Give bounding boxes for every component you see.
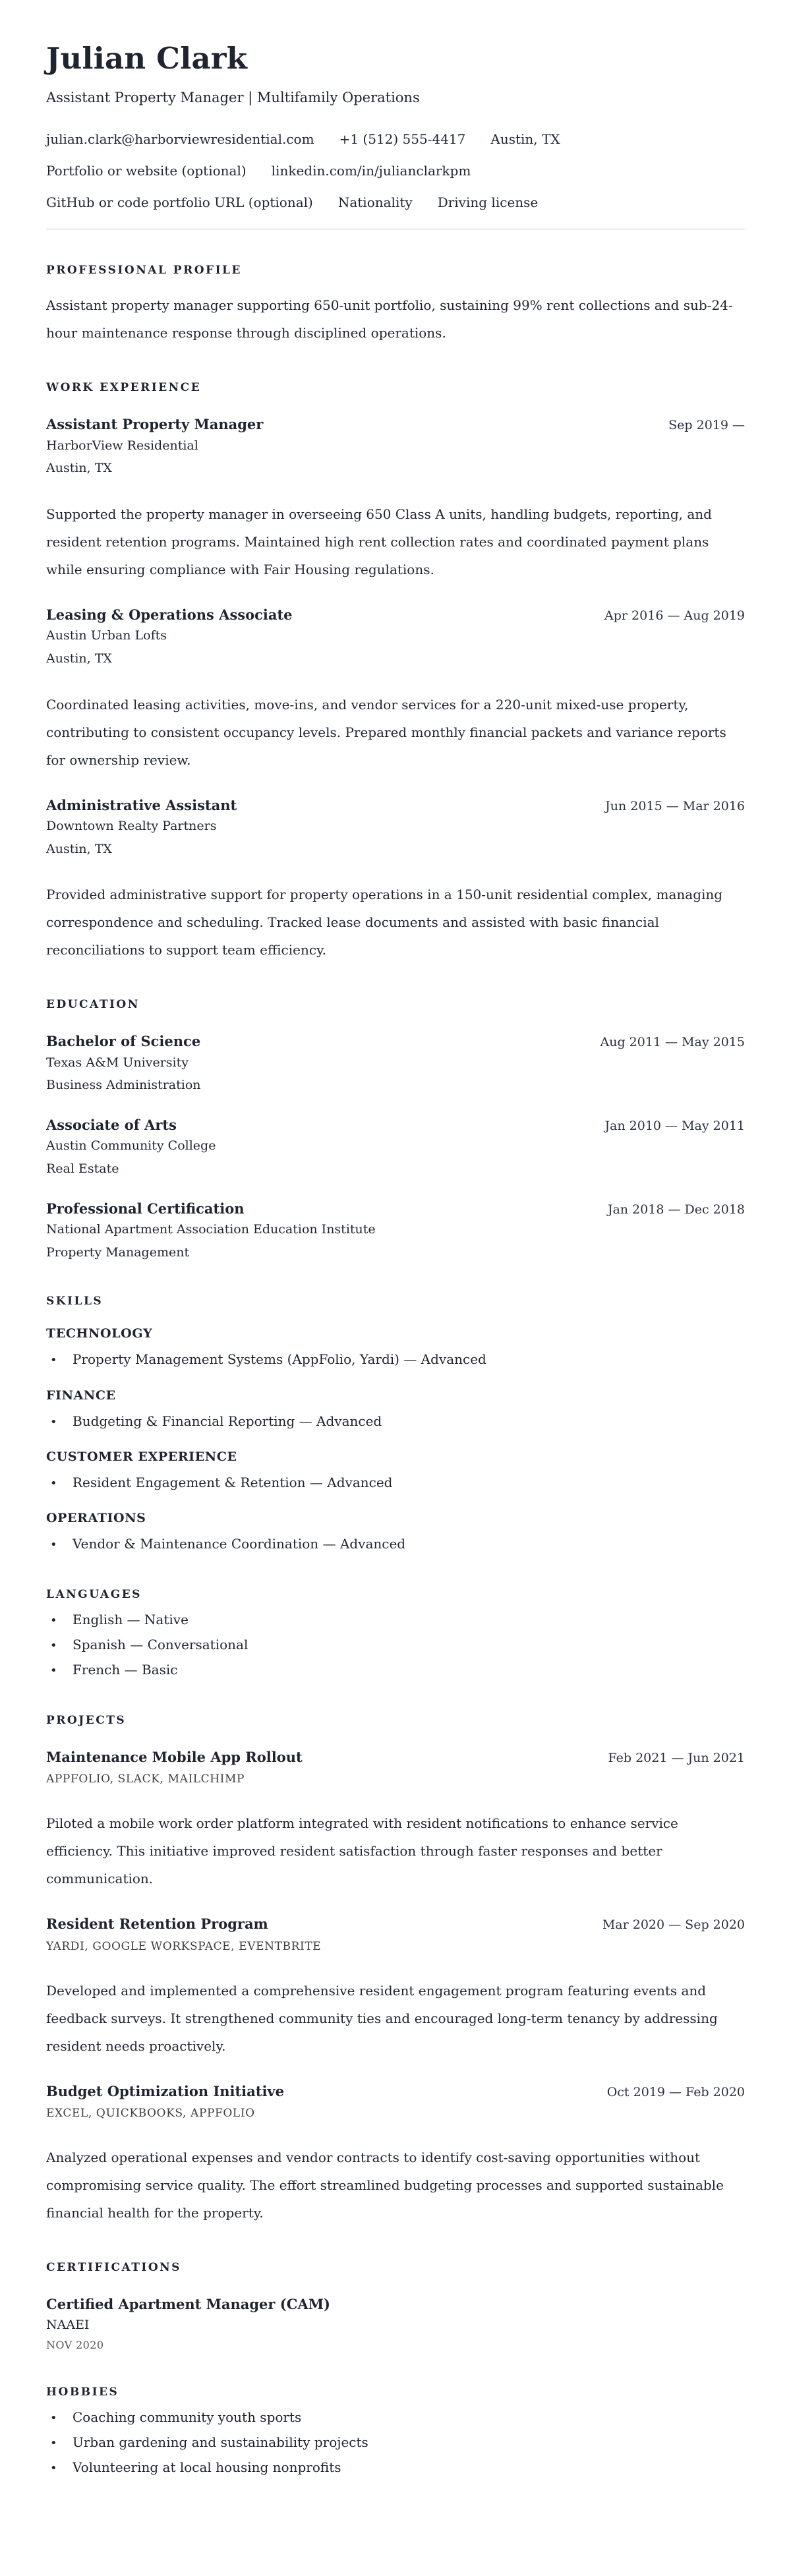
- section-heading: HOBBIES: [46, 2385, 119, 2399]
- skill-item: [50, 1350, 745, 1369]
- education-entry: [46, 1200, 745, 1261]
- job-entry-head: [46, 415, 745, 433]
- education-dates: Jan 2010 — May 2011: [604, 1119, 745, 1134]
- skills-category-title: OPERATIONS: [46, 1510, 146, 1525]
- field-of-study: Real Estate: [46, 1161, 119, 1177]
- job-location: Austin, TX: [46, 841, 112, 856]
- skill-text: Property Management Systems (AppFolio, Yardi) — Advanced: [73, 1351, 486, 1368]
- section-heading: PROJECTS: [46, 1714, 127, 1728]
- bullet-marker: [50, 1610, 73, 1629]
- hobby-text: Urban gardening and sustainability projects: [73, 2434, 368, 2451]
- profile-summary: Assistant property manager supporting 650-unit portfolio, sustaining 99% rent collections and sub-24-hour maintenance response through disciplined operations.: [46, 297, 733, 341]
- job-company: HarborView Residential: [46, 438, 198, 453]
- skills-category-title: FINANCE: [46, 1388, 116, 1403]
- job-dates: Jun 2015 — Mar 2016: [605, 798, 745, 813]
- contact-portfolio-placeholder: Portfolio or website (optional): [46, 163, 247, 179]
- bullet-marker: [50, 1660, 73, 1680]
- education-entry-head: [46, 1200, 745, 1217]
- section-hobbies: [46, 2386, 745, 2477]
- field-of-study: Property Management: [46, 1244, 190, 1260]
- degree-title: Bachelor of Science: [46, 1033, 201, 1050]
- project-title: Budget Optimization Initiative: [46, 2082, 284, 2099]
- project-dates: Oct 2019 — Feb 2020: [606, 2084, 745, 2099]
- education-dates: Aug 2011 — May 2015: [600, 1035, 745, 1050]
- section-languages: [46, 1588, 745, 1680]
- certification-entry: [46, 2295, 745, 2351]
- job-entry: [46, 606, 745, 774]
- education-entry-head: [46, 1032, 745, 1050]
- bullet-marker: [50, 2433, 73, 2452]
- section-heading: EDUCATION: [46, 998, 140, 1012]
- contact-driving-license-placeholder: Driving license: [437, 194, 539, 211]
- project-dates: Mar 2020 — Sep 2020: [602, 1917, 745, 1933]
- language-text: French — Basic: [73, 1661, 178, 1678]
- project-stack: APPFOLIO, SLACK, MAILCHIMP: [46, 1772, 245, 1786]
- skills-list: [46, 1350, 745, 1369]
- hobby-item: [50, 2458, 745, 2477]
- certification-date: NOV 2020: [46, 2338, 104, 2351]
- skill-text: Resident Engagement & Retention — Advanced: [73, 1474, 393, 1490]
- job-title: Administrative Assistant: [46, 796, 237, 813]
- project-entry-head: [46, 2082, 745, 2100]
- field-of-study: Business Administration: [46, 1078, 201, 1093]
- contact-row: [46, 194, 745, 210]
- education-dates: Jan 2018 — Dec 2018: [607, 1202, 745, 1217]
- hobby-text: Coaching community youth sports: [73, 2409, 302, 2425]
- project-entry-head: [46, 1748, 745, 1766]
- section-work-experience: [46, 381, 745, 964]
- skill-text: Vendor & Maintenance Coordination — Advanced: [73, 1535, 406, 1552]
- contact-linkedin: linkedin.com/in/julianclarkpm: [271, 163, 471, 179]
- language-text: English — Native: [73, 1611, 189, 1627]
- contact-location: Austin, TX: [490, 131, 560, 148]
- language-item: [50, 1635, 745, 1654]
- institution: National Apartment Association Education Institute: [46, 1222, 376, 1237]
- skills-category-title: CUSTOMER EXPERIENCE: [46, 1449, 237, 1464]
- project-entry: [46, 1748, 745, 1892]
- languages-list: [46, 1610, 745, 1680]
- bullet-marker: [50, 1350, 73, 1369]
- section-heading: PROFESSIONAL PROFILE: [46, 264, 242, 278]
- hobbies-list: [46, 2408, 745, 2477]
- job-entry-head: [46, 796, 745, 814]
- certification-issuer: NAAEI: [46, 2318, 90, 2333]
- project-title: Maintenance Mobile App Rollout: [46, 1749, 303, 1766]
- tagline: Assistant Property Manager | Multifamily Operations: [46, 90, 420, 105]
- bullet-marker: [50, 2408, 73, 2427]
- job-dates: Sep 2019 —: [668, 418, 745, 433]
- job-description: Supported the property manager in overseeing 650 Class A units, handling budgets, reporting, and resident retention programs. Maintained high rent collection rates and coordinated payment plans while ensuring compliance with Fair Housing regulations.: [46, 506, 712, 578]
- resume-header: [46, 41, 745, 229]
- section-education: [46, 998, 745, 1260]
- job-description: Coordinated leasing activities, move-ins, and vendor services for a 220-unit mixed-use property, contributing to consistent occupancy levels. Prepared monthly financial packets and variance reports for ownership review.: [46, 696, 726, 768]
- degree-title: Professional Certification: [46, 1200, 245, 1217]
- section-professional-profile: [46, 264, 745, 347]
- project-description: Developed and implemented a comprehensive resident engagement program featuring events and feedback surveys. It strengthened community ties and encouraged long-term tenancy by addressing resident needs proactively.: [46, 1982, 718, 2054]
- job-entry-head: [46, 606, 745, 624]
- contact-github-placeholder: GitHub or code portfolio URL (optional): [46, 194, 313, 211]
- education-entry: [46, 1032, 745, 1094]
- project-entry-head: [46, 1915, 745, 1933]
- project-entry: [46, 1915, 745, 2059]
- candidate-name: Julian Clark: [46, 41, 248, 76]
- contact-row: [46, 131, 745, 147]
- hobby-item: [50, 2433, 745, 2452]
- project-description: Piloted a mobile work order platform integrated with resident notifications to enhance service efficiency. This initiative improved resident satisfaction through faster responses and better communication.: [46, 1815, 678, 1887]
- contact-row: [46, 163, 745, 179]
- job-entry: [46, 796, 745, 964]
- skills-list: [46, 1473, 745, 1492]
- section-heading: SKILLS: [46, 1295, 103, 1308]
- project-dates: Feb 2021 — Jun 2021: [608, 1751, 745, 1766]
- certification-name: Certified Apartment Manager (CAM): [46, 2295, 330, 2312]
- job-title: Assistant Property Manager: [46, 416, 264, 433]
- bullet-marker: [50, 1535, 73, 1554]
- bullet-marker: [50, 2458, 73, 2477]
- job-title: Leasing & Operations Associate: [46, 606, 293, 624]
- skill-item: [50, 1473, 745, 1492]
- section-heading: WORK EXPERIENCE: [46, 381, 202, 395]
- contact-phone: +1 (512) 555-4417: [339, 131, 466, 148]
- job-description: Provided administrative support for property operations in a 150-unit residential complex, managing correspondence and scheduling. Tracked lease documents and assisted with basic financial reconciliations to support team efficiency.: [46, 887, 723, 958]
- degree-title: Associate of Arts: [46, 1117, 177, 1134]
- job-location: Austin, TX: [46, 461, 112, 476]
- contact-nationality-placeholder: Nationality: [337, 194, 413, 211]
- project-entry: [46, 2082, 745, 2227]
- skills-list: [46, 1535, 745, 1554]
- section-projects: [46, 1714, 745, 2227]
- bullet-marker: [50, 1635, 73, 1654]
- job-entry: [46, 415, 745, 583]
- hobby-item: [50, 2408, 745, 2427]
- institution: Austin Community College: [46, 1138, 216, 1154]
- job-location: Austin, TX: [46, 651, 112, 666]
- institution: Texas A&M University: [46, 1055, 189, 1070]
- project-stack: YARDI, GOOGLE WORKSPACE, EVENTBRITE: [46, 1939, 322, 1953]
- education-entry-head: [46, 1116, 745, 1134]
- skills-category-title: TECHNOLOGY: [46, 1326, 153, 1341]
- language-item: [50, 1660, 745, 1680]
- language-item: [50, 1610, 745, 1629]
- contact-email: julian.clark@harborviewresidential.com: [46, 131, 314, 148]
- skills-category: [46, 1326, 745, 1369]
- job-company: Downtown Realty Partners: [46, 819, 217, 834]
- section-heading: LANGUAGES: [46, 1587, 142, 1601]
- section-heading: CERTIFICATIONS: [46, 2260, 181, 2274]
- section-certifications: [46, 2261, 745, 2351]
- skills-category: [46, 1449, 745, 1492]
- education-entry: [46, 1116, 745, 1177]
- job-dates: Apr 2016 — Aug 2019: [604, 608, 745, 624]
- bullet-marker: [50, 1412, 73, 1431]
- job-company: Austin Urban Lofts: [46, 628, 167, 643]
- skill-item: [50, 1412, 745, 1431]
- skills-category: [46, 1511, 745, 1554]
- project-title: Resident Retention Program: [46, 1916, 268, 1933]
- language-text: Spanish — Conversational: [73, 1636, 249, 1653]
- hobby-text: Volunteering at local housing nonprofits: [73, 2459, 341, 2476]
- skills-list: [46, 1412, 745, 1431]
- skill-item: [50, 1535, 745, 1554]
- skill-text: Budgeting & Financial Reporting — Advanced: [73, 1413, 382, 1429]
- project-description: Analyzed operational expenses and vendor contracts to identify cost-saving opportunities without compromising service quality. The effort streamlined budgeting processes and supported sustainable financial health for the property.: [46, 2149, 724, 2221]
- contact-info: [46, 131, 745, 210]
- bullet-marker: [50, 1473, 73, 1492]
- skills-category: [46, 1388, 745, 1431]
- project-stack: EXCEL, QUICKBOOKS, APPFOLIO: [46, 2106, 255, 2120]
- section-skills: [46, 1295, 745, 1553]
